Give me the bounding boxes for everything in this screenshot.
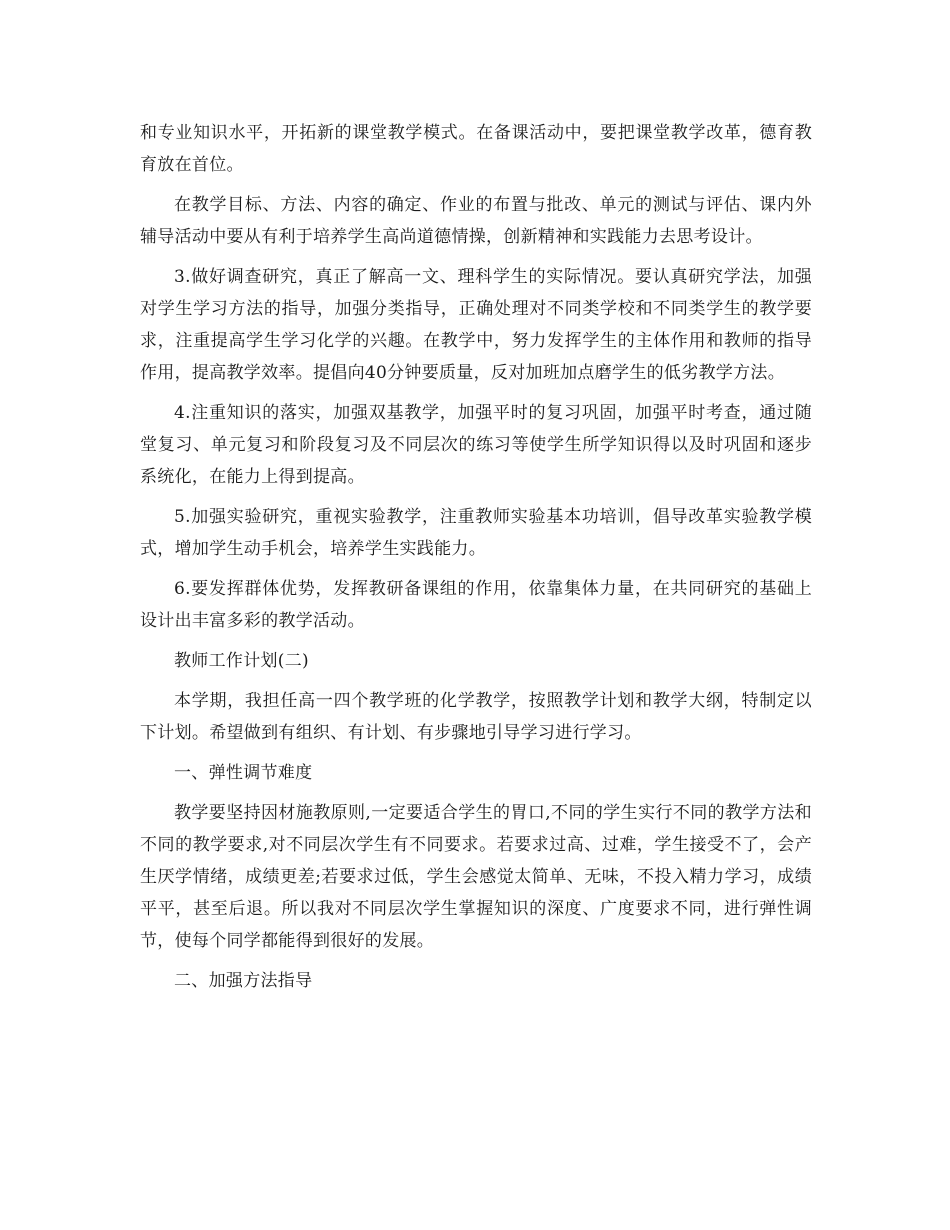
heading-1: 一、弹性调节难度 xyxy=(174,763,313,783)
heading-2: 二、加强方法指导 xyxy=(174,971,313,991)
paragraph-4: 4.注重知识的落实，加强双基教学，加强平时的复习巩固，加强平时考查，通过随堂复习、单元复习和阶段复习及不同层次的练习等使学生所学知识得以及时巩固和逐步系统化，在能力上得到提高。 xyxy=(140,403,812,487)
paragraph-7: 本学期，我担任高一四个教学班的化学教学，按照教学计划和教学大纲，特制定以下计划。希望做到有组织、有计划、有步骤地引导学习进行学习。 xyxy=(140,691,812,743)
paragraph-6: 6.要发挥群体优势，发挥教研备课组的作用，依靠集体力量，在共同研究的基础上设计出丰富多彩的教学活动。 xyxy=(140,579,812,631)
paragraph-2: 在教学目标、方法、内容的确定、作业的布置与批改、单元的测试与评估、课内外辅导活动中要从有利于培养学生高尚道德情操，创新精神和实践能力去思考设计。 xyxy=(140,195,812,247)
paragraph-8: 教学要坚持因材施教原则,一定要适合学生的胃口,不同的学生实行不同的教学方法和不同的教学要求,对不同层次学生有不同要求。若要求过高、过难，学生接受不了，会产生厌学情绪，成绩更差;若要求过低，学生会感觉太简单、无味，不投入精力学习，成绩平平，甚至后退。所以我对不同层次学生掌握知识的深度、广度要求不同，进行弹性调节，使每个同学都能得到很好的发展。 xyxy=(140,803,812,951)
paragraph-1: 和专业知识水平，开拓新的课堂教学模式。在备课活动中，要把课堂教学改革，德育教育放在首位。 xyxy=(140,123,812,175)
document-body xyxy=(140,117,812,1005)
paragraph-3: 3.做好调查研究，真正了解高一文、理科学生的实际情况。要认真研究学法，加强对学生学习方法的指导，加强分类指导，正确处理对不同类学校和不同类学生的教学要求，注重提高学生学习化学的兴趣。在教学中，努力发挥学生的主体作用和教师的指导作用，提高教学效率。提倡向40分钟要质量，反对加班加点磨学生的低劣教学方法。 xyxy=(140,267,812,383)
paragraph-5: 5.加强实验研究，重视实验教学，注重教师实验基本功培训，倡导改革实验教学模式，增加学生动手机会，培养学生实践能力。 xyxy=(140,507,812,559)
section-title: 教师工作计划(二) xyxy=(174,651,309,671)
